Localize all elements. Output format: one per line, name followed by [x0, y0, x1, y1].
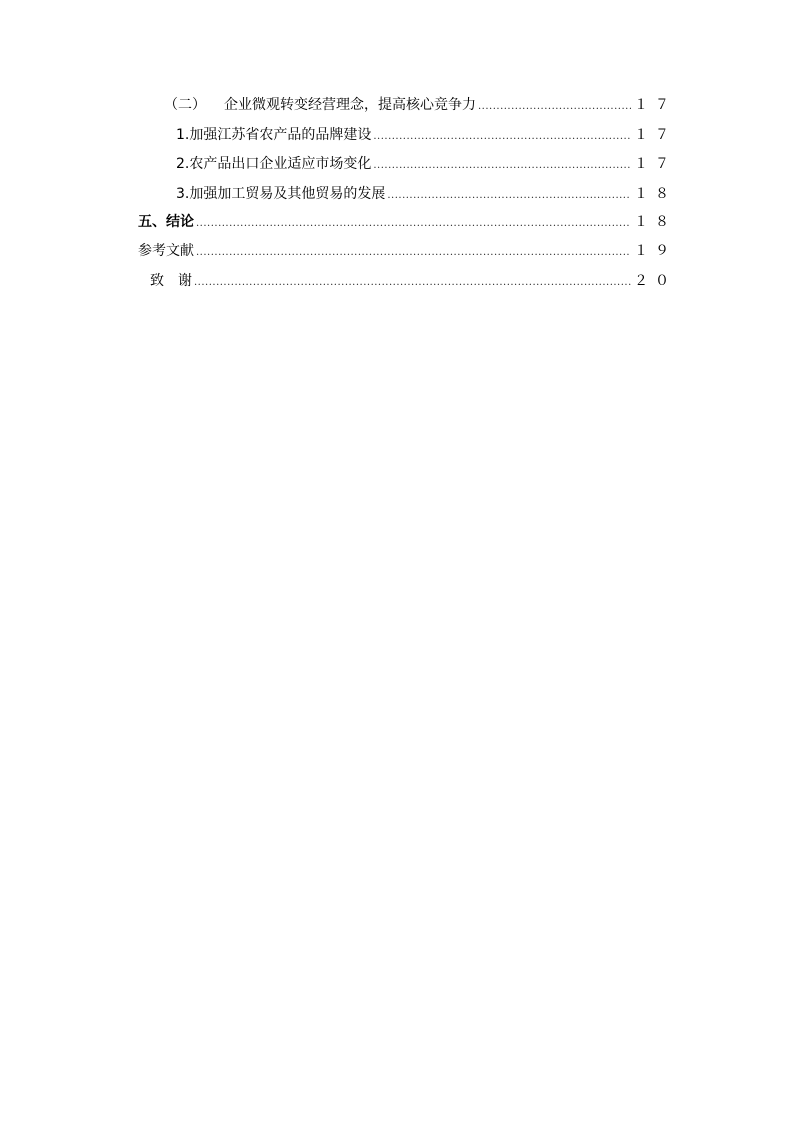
toc-entry-text: 农产品出口企业适应市场变化 — [189, 156, 372, 172]
toc-entry-page: １９ — [634, 243, 676, 259]
toc-entry-page: １７ — [634, 97, 676, 113]
toc-entry-page: ２０ — [634, 273, 676, 289]
toc-leader-dots — [196, 242, 631, 264]
toc-entry-prefix: 3. — [176, 186, 190, 202]
toc-leader-dots — [373, 155, 631, 177]
toc-entry-text: 加强江苏省农产品的品牌建设 — [189, 127, 372, 143]
toc-entry-section-2[interactable] — [164, 94, 676, 116]
toc-entry-acknowledgements[interactable] — [150, 270, 676, 292]
toc-entry-prefix: 1. — [176, 127, 190, 143]
toc-leader-dots — [373, 126, 631, 148]
toc-entry-page: １７ — [634, 127, 676, 143]
toc-entry-text: 五、结论 — [138, 214, 194, 230]
toc-entry-references[interactable] — [138, 240, 676, 262]
toc-entry-conclusion[interactable] — [138, 211, 676, 233]
toc-entry-page: １８ — [634, 214, 676, 230]
toc-entry-title — [176, 124, 371, 146]
toc-leader-dots — [194, 272, 631, 294]
toc-entry-prefix: （二） — [164, 97, 206, 113]
toc-entry-text: 加强加工贸易及其他贸易的发展 — [189, 186, 386, 202]
toc-entry-prefix: 2. — [176, 156, 190, 172]
toc-entry-page: １７ — [634, 156, 676, 172]
toc-leader-dots — [387, 185, 631, 207]
toc-entry-2[interactable] — [176, 153, 676, 175]
toc-entry-text: 企业微观转变经营理念，提高核心竞争力 — [224, 97, 476, 113]
toc-entry-text: 致 谢 — [150, 273, 192, 289]
toc-leader-dots — [478, 96, 631, 118]
toc-entry-title — [164, 94, 476, 116]
toc-entry-text: 参考文献 — [138, 243, 194, 259]
toc-entry-title — [176, 153, 371, 175]
toc-entry-title — [176, 183, 385, 205]
toc-leader-dots — [196, 213, 631, 235]
toc-entry-1[interactable] — [176, 124, 676, 146]
toc-entry-3[interactable] — [176, 183, 676, 205]
toc-entry-page: １８ — [634, 186, 676, 202]
